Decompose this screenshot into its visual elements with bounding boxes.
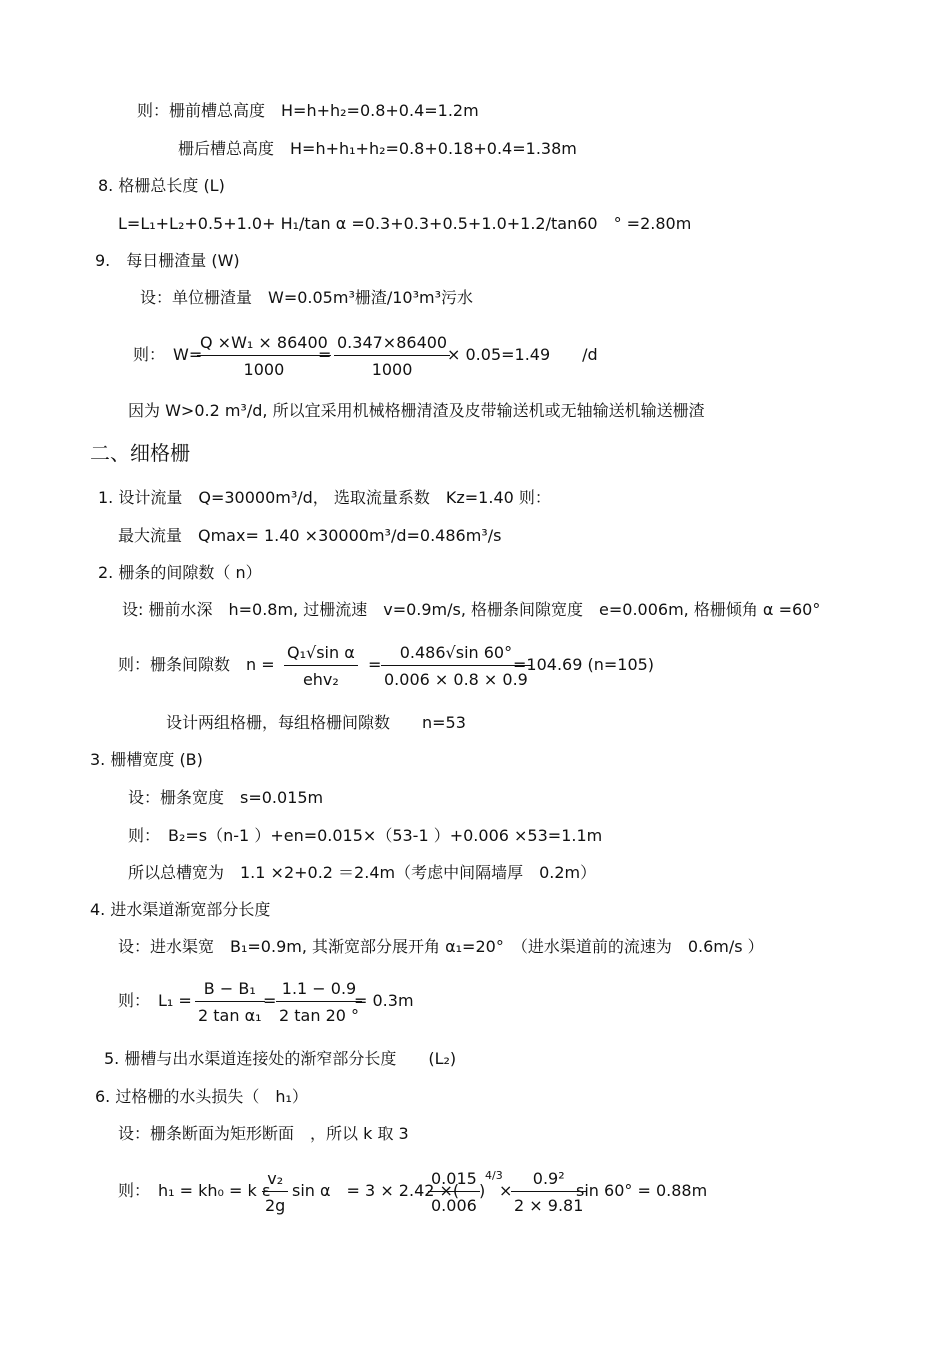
bar-section-assumption: 设：栅条断面为矩形断面 ，所以 k 取 3 [118,1124,409,1143]
eq-h1-times: × [499,1181,513,1200]
max-flow: 最大流量 Qmax= 1.40 ×30000m³/d=0.486m³/s [118,526,502,545]
eq-n-fraction-1 [284,643,358,690]
eq-h1-fraction-2 [428,1169,480,1216]
eq-l1-prefix: 则： L₁ = [118,991,192,1010]
eq-h1-denominator-1: 2g [265,1196,286,1215]
eq-n-numerator-2: 0.486√sin 60° [399,643,513,662]
eq-h1-result: sin 60° = 0.88m [576,1181,708,1200]
eq-w-denominator-1: 1000 [243,360,285,379]
eq-n-equals: = [368,655,382,674]
eq-w-result: × 0.05=1.49 /d [447,345,598,364]
eq-n-denominator-2: 0.006 × 0.8 × 0.9 [384,670,528,689]
design-flow: 1. 设计流量 Q=30000m³/d， 选取流量系数 Kz=1.40 则： [98,488,551,507]
eq-l1-result: = 0.3m [354,991,414,1010]
eq-w-numerator-2: 0.347×86400 [337,333,448,352]
eq-h1-denominator-3: 2 × 9.81 [514,1196,584,1215]
section-5-heading: 5. 栅槽与出水渠道连接处的渐窄部分长度 (L₂) [104,1049,457,1068]
section-heading-fine-grid: 二、细格栅 [90,441,190,465]
eq-n-result: =104.69 (n=105) [513,655,655,674]
eq-h1-numerator-2: 0.015 [431,1169,477,1188]
eq-h1-exponent: 4/3 [485,1169,503,1182]
grid-length-formula: L=L₁+L₂+0.5+1.0+ H₁/tan α =0.3+0.3+0.5+1.0+1.2/tan60 ° =2.80m [118,214,692,233]
eq-w-fraction-2 [334,333,450,380]
eq-w-equals: = [318,345,332,364]
eq-l1-denominator-1: 2 tan α₁ [198,1006,262,1025]
total-height-before-grid: 则：栅前槽总高度 H=h+h₂=0.8+0.4=1.2m [137,101,479,120]
eq-h1-prefix: 则： h₁ = kh₀ = k ε [118,1181,271,1200]
slag-rate-assumption: 设：单位栅渣量 W=0.05m³栅渣/10³m³污水 [140,288,474,307]
total-channel-width: 所以总槽宽为 1.1 ×2+0.2 ＝2.4m（考虑中间隔墙厚 0.2m） [128,863,597,882]
eq-l1-fraction-1 [195,979,265,1026]
eq-h1-numerator-3: 0.9² [532,1169,565,1188]
slag-conclusion: 因为 W>0.2 m³/d, 所以宜采用机械格栅清渣及皮带输送机或无轴输送机输送栅渣 [128,401,705,420]
bar-width-assumption: 设：栅条宽度 s=0.015m [128,788,324,807]
section-3-heading: 3. 栅槽宽度 (B) [90,750,203,769]
eq-h1-fraction-1 [262,1169,288,1216]
eq-w-numerator-1: Q ×W₁ × 86400 [200,333,328,352]
section-9-heading: 9. 每日栅渣量 (W) [95,251,240,270]
section-2-heading: 2. 栅条的间隙数（ n） [98,563,262,582]
total-height-after-grid: 栅后槽总高度 H=h+h₁+h₂=0.8+0.18+0.4=1.38m [178,139,577,158]
eq-n-prefix: 则：栅条间隙数 n = [118,655,275,674]
section-8-heading: 8. 格栅总长度 (L) [98,176,225,195]
eq-h1-middle: sin α = 3 × 2.42 ×( [292,1181,460,1200]
eq-n-denominator-1: ehv₂ [302,670,339,689]
eq-l1-fraction-2 [276,979,362,1026]
eq-w-prefix: 则： W= [133,345,203,364]
section-4-heading: 4. 进水渠道渐宽部分长度 [90,900,271,919]
two-groups-note: 设计两组格栅，每组格栅间隙数 n=53 [166,713,466,732]
eq-h1-denominator-2: 0.006 [431,1196,477,1215]
eq-w-fraction-1 [197,333,331,380]
grid-parameters: 设: 栅前水深 h=0.8m, 过栅流速 v=0.9m/s, 格栅条间隙宽度 e=0.006m, 格栅倾角 α =60° [122,600,821,619]
eq-w-denominator-2: 1000 [371,360,413,379]
eq-h1-numerator-1: v₂ [267,1169,284,1188]
eq-h1-close-paren: ) [479,1181,486,1200]
section-6-heading: 6. 过格栅的水头损失（ h₁） [95,1087,308,1106]
eq-n-fraction-2 [381,643,531,690]
inlet-channel-assumption: 设：进水渠宽 B₁=0.9m, 其渐宽部分展开角 α₁=20° （进水渠道前的流速为 0.6m/s ） [118,937,764,956]
eq-l1-numerator-1: B − B₁ [203,979,256,998]
channel-width-formula: 则： B₂=s（n-1 ）+en=0.015×（53-1 ）+0.006 ×53=1.1m [128,826,603,845]
eq-n-numerator-1: Q₁√sin α [287,643,355,662]
eq-l1-denominator-2: 2 tan 20 ° [279,1006,360,1025]
eq-l1-equals: = [263,991,277,1010]
eq-l1-numerator-2: 1.1 − 0.9 [281,979,357,998]
